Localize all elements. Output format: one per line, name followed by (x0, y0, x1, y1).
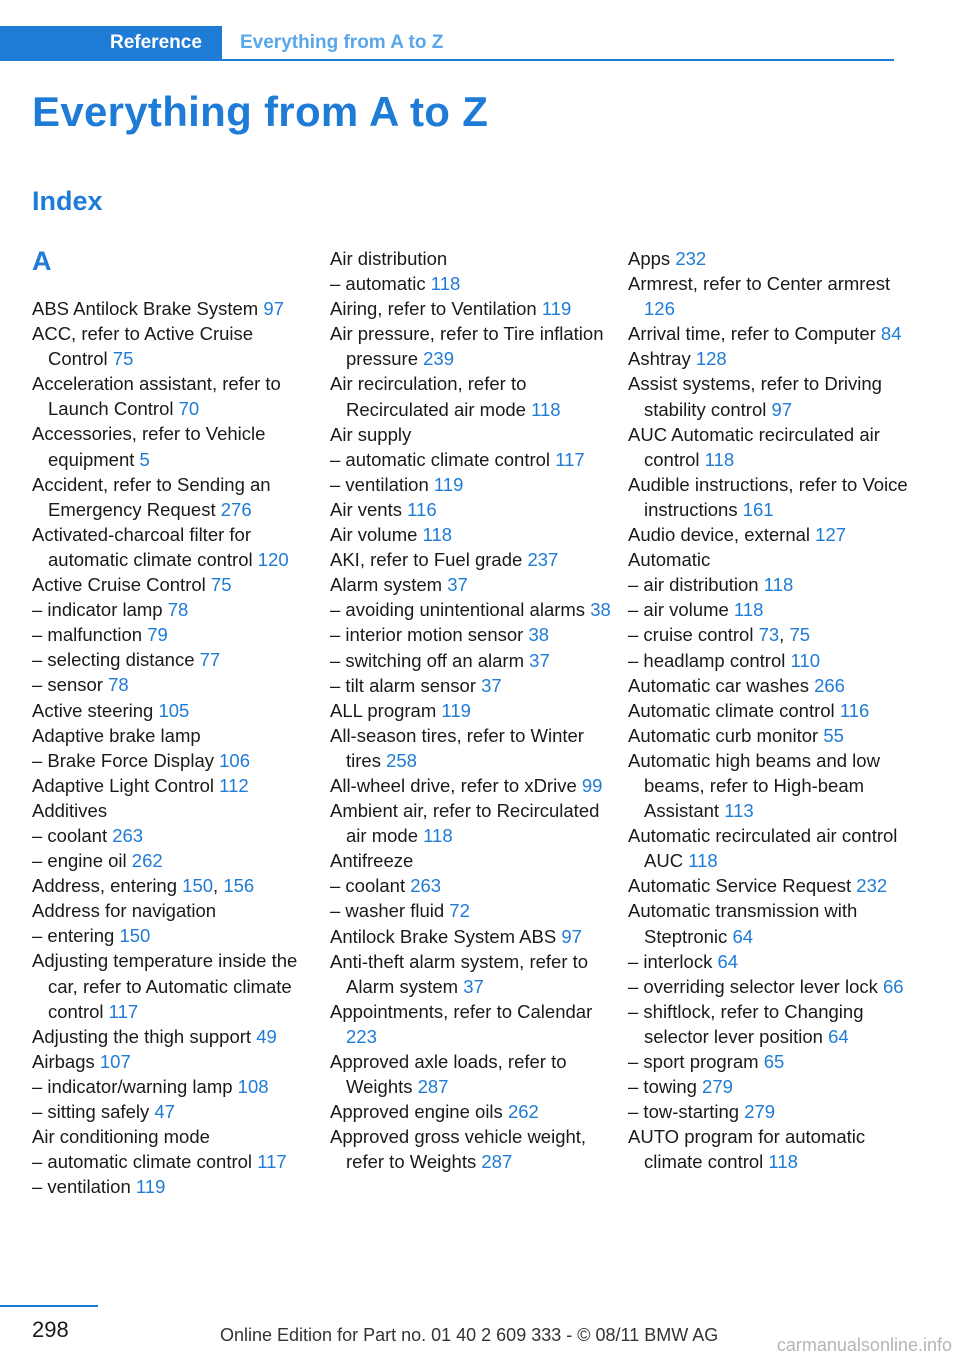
index-entry (628, 974, 910, 999)
index-entry-text: Automatic high beams and low beams, refer to High-beam Assistant (628, 749, 880, 822)
index-entry-text: – automatic climate control (330, 448, 551, 470)
index-entry-text: – headlamp control (628, 649, 786, 671)
index-entry (32, 1074, 314, 1099)
index-entry-text: Apps (628, 248, 671, 269)
page-link[interactable]: 118 (423, 825, 453, 847)
page-link[interactable]: 78 (108, 674, 129, 696)
page-link[interactable]: 107 (99, 1050, 131, 1072)
page-link[interactable]: 55 (823, 724, 844, 746)
index-entry-text: Assist systems, refer to Driving stability control (628, 373, 882, 420)
page-link[interactable]: 118 (763, 574, 794, 596)
index-entry (32, 296, 314, 321)
page-link[interactable]: 49 (256, 1025, 277, 1047)
index-entry (330, 447, 612, 472)
index-entry (32, 1049, 314, 1074)
index-entry (32, 622, 314, 647)
index-entry-text: AKI, refer to Fuel grade (330, 549, 523, 571)
index-entry-text: – air volume (628, 599, 729, 621)
index-entry-text: – indicator/warning lamp (32, 1075, 233, 1097)
index-entry-text: Air pressure, refer to Tire inflation pressure (330, 323, 604, 370)
page-link[interactable]: 232 (675, 248, 707, 269)
index-entry (32, 647, 314, 672)
index-entry (628, 371, 910, 421)
index-entry-text: – air distribution (628, 574, 759, 596)
page-link[interactable]: 75 (210, 574, 232, 596)
page-link[interactable]: 118 (733, 599, 764, 621)
page-title: Everything from A to Z (32, 88, 489, 135)
index-entry-text: AUC Automatic recirculated air control (628, 423, 880, 470)
page-link[interactable]: 120 (257, 548, 289, 570)
index-entry (330, 999, 612, 1049)
index-entry: – cruise control 73, 75 (628, 624, 811, 646)
index-letter-heading: A (32, 246, 52, 276)
index-entry (330, 497, 612, 522)
page-link[interactable]: 150 (119, 925, 151, 947)
index-entry (330, 622, 612, 647)
index-entry (628, 246, 910, 271)
index-entry-text: Active Cruise Control (32, 574, 206, 596)
page-link[interactable]: 118 (430, 273, 461, 295)
header-tab-label: Reference (110, 32, 202, 53)
index-entry-text: – indicator lamp (32, 599, 163, 621)
index-entry-text: – ventilation (330, 473, 429, 495)
page-link[interactable]: 263 (410, 875, 442, 897)
index-entry-text: AUTO program for automatic climate control (628, 1126, 866, 1173)
index-entry (330, 924, 612, 949)
page-link[interactable]: 105 (158, 699, 190, 721)
index-entry-text: Air vents (330, 498, 402, 520)
page-link[interactable]: 119 (541, 298, 572, 320)
index-entry-text: – malfunction (32, 624, 143, 646)
page-link[interactable]: 64 (828, 1025, 849, 1047)
index-entry-text: All-season tires, refer to Winter tires (330, 724, 584, 771)
index-entry (628, 698, 910, 723)
index-entry (628, 522, 910, 547)
page-link[interactable]: 126 (644, 298, 675, 320)
index-entry (628, 271, 910, 321)
page-link[interactable]: 239 (423, 348, 454, 370)
index-entry-text: Approved gross vehicle weight, refer to Weights (330, 1126, 587, 1173)
index-entry (330, 1049, 612, 1099)
page-link[interactable]: 117 (257, 1151, 287, 1173)
index-entry (330, 698, 612, 723)
index-entry (330, 296, 612, 321)
page-link[interactable]: 37 (463, 975, 484, 997)
page-link[interactable]: 118 (688, 850, 718, 872)
index-entry-text: Antilock Brake System ABS (330, 925, 557, 947)
index-entry (330, 1124, 612, 1174)
index-entry (330, 246, 612, 271)
index-entry-text: – entering (32, 925, 115, 947)
index-entry (32, 848, 314, 873)
index-entry-text: Adaptive brake lamp (32, 724, 201, 746)
page-link[interactable]: 287 (481, 1151, 513, 1173)
page-number: 298 (32, 1317, 69, 1342)
page-link[interactable]: 37 (529, 649, 550, 671)
index-entry (330, 949, 612, 999)
page-link[interactable]: 106 (219, 749, 250, 771)
page-link[interactable]: 116 (839, 699, 870, 721)
index-entry-text: Airbags (32, 1050, 95, 1072)
index-entry-text: ACC, refer to Active Cruise Control (32, 323, 254, 370)
index-entry: Address, entering 150, 156 (32, 875, 255, 897)
index-entry (628, 673, 910, 698)
index-entry-text: – automatic climate control (32, 1151, 253, 1173)
page-link[interactable]: 119 (135, 1176, 166, 1198)
index-entry (628, 597, 910, 622)
page-link[interactable]: 258 (386, 749, 417, 771)
index-entry (330, 773, 612, 798)
page-link[interactable]: 66 (883, 975, 904, 997)
index-column-3 (628, 246, 910, 1174)
index-entry (628, 547, 910, 572)
index-entry-text: – shiftlock, refer to Changing selector lever position (628, 1000, 864, 1047)
index-entry-text: – switching off an alarm (330, 649, 525, 671)
index-entry (330, 371, 612, 421)
index-entry (628, 1124, 910, 1174)
index-entry (32, 748, 314, 773)
index-entry (330, 522, 612, 547)
index-entry-text: Audio device, external (628, 524, 811, 546)
index-entry-text: ABS Antilock Brake System (32, 298, 259, 319)
page-link[interactable]: 97 (561, 925, 582, 947)
page-link[interactable]: 112 (219, 774, 249, 796)
index-entry-text: – Brake Force Display (32, 749, 214, 771)
index-entry (628, 321, 910, 346)
page-link[interactable]: 223 (346, 1025, 377, 1047)
index-entry (330, 271, 612, 296)
index-entry (32, 898, 314, 923)
index-entry-text: – ventilation (32, 1176, 131, 1198)
index-entry-text: – coolant (32, 824, 108, 846)
index-entry (330, 648, 612, 673)
watermark: carmanualsonline.info (776, 1335, 952, 1355)
index-entry-text: – interlock (628, 950, 713, 972)
page-link[interactable]: 113 (724, 800, 754, 822)
index-entry (32, 723, 314, 748)
index-entry-text: Additives (32, 799, 108, 821)
page-link[interactable]: 118 (768, 1151, 798, 1173)
index-entry (628, 748, 910, 823)
index-entry-text: Adjusting temperature inside the car, refer to Automatic climate control (32, 950, 298, 1022)
page-link[interactable]: 117 (108, 1000, 139, 1022)
header-tab (0, 26, 222, 61)
index-entry (628, 1049, 910, 1074)
index-entry-text: – automatic (330, 273, 426, 295)
page-link[interactable]: 118 (422, 524, 453, 546)
page-link[interactable]: 119 (433, 473, 464, 495)
index-entry-text: – cruise control (628, 624, 754, 646)
index-entry-text: Approved engine oils (330, 1101, 503, 1123)
page-link[interactable]: 38 (528, 624, 550, 646)
index-entry-text: Automatic car washes (628, 674, 809, 696)
index-entry-text: Activated-charcoal filter for automatic climate control (32, 523, 253, 570)
index-entry (628, 873, 910, 898)
page-link[interactable]: 117 (555, 448, 585, 470)
index-entry (32, 597, 314, 622)
index-entry (628, 1074, 910, 1099)
index-entry (628, 648, 910, 673)
index-entry (628, 823, 910, 873)
index-entry-text: Automatic (628, 549, 711, 571)
index-entry-text: Appointments, refer to Calendar (330, 1000, 593, 1022)
index-entry (32, 1024, 314, 1049)
index-entry (32, 948, 314, 1023)
index-entry-text: Audible instructions, refer to Voice instructions (628, 473, 908, 520)
index-entry-text: – tow-starting (628, 1101, 740, 1123)
page-link[interactable]: 97 (263, 298, 284, 319)
index-entry-text: Air volume (330, 524, 418, 546)
header-rule (222, 59, 894, 61)
page-link[interactable]: 75 (112, 348, 134, 370)
index-entry-text: – coolant (330, 875, 406, 897)
page-link[interactable]: 38 (590, 599, 611, 621)
index-entry (330, 547, 612, 572)
page-link[interactable]: 99 (581, 774, 603, 796)
index-entry-text: – towing (628, 1076, 697, 1098)
index-entry (628, 1099, 910, 1124)
index-entry-text: Ambient air, refer to Recirculated air mode (330, 800, 600, 847)
index-entry-text: Air supply (330, 423, 412, 445)
index-entry (32, 672, 314, 697)
index-entry-text: – sport program (628, 1051, 759, 1072)
index-entry-text: Antifreeze (330, 850, 414, 872)
index-entry (32, 923, 314, 948)
page-link[interactable]: 119 (441, 699, 471, 721)
index-entry-text: – overriding selector lever lock (628, 975, 878, 997)
index-entry-text: Air recirculation, refer to Recirculated air mode (330, 373, 527, 420)
index-entry (330, 723, 612, 773)
page-link[interactable]: 237 (527, 549, 559, 571)
index-entry-text: Airing, refer to Ventilation (330, 298, 537, 320)
index-entry-text: – interior motion sensor (330, 624, 524, 646)
index-entry-text: Air conditioning mode (32, 1126, 210, 1148)
index-entry (628, 949, 910, 974)
index-entry (628, 723, 910, 748)
index-entry (330, 873, 612, 898)
page-link[interactable]: 279 (744, 1101, 776, 1123)
page-link[interactable]: 161 (742, 498, 774, 520)
index-entry-text: Anti-theft alarm system, refer to Alarm system (330, 950, 589, 997)
index-entry (330, 597, 612, 622)
index-entry (330, 898, 612, 923)
index-entry (330, 673, 612, 698)
index-entry (628, 898, 910, 948)
index-entry-text: Address, entering (32, 875, 178, 897)
index-entry (330, 321, 612, 371)
header-section: Everything from A to Z (240, 32, 444, 53)
page-link[interactable]: 37 (481, 674, 502, 696)
page-link[interactable]: 263 (112, 824, 144, 846)
page-link[interactable]: 150 (182, 875, 214, 897)
page-link[interactable]: 97 (771, 398, 793, 420)
index-entry-text: Ashtray (628, 348, 691, 370)
index-entry-text: Automatic climate control (628, 699, 835, 721)
index-entry-text: – sitting safely (32, 1101, 150, 1122)
index-entry (32, 1174, 314, 1199)
page-link[interactable]: 84 (880, 323, 902, 345)
index-entry-text: Air distribution (330, 248, 448, 269)
index-entry-text: ALL program (330, 699, 437, 721)
edition-footer: Online Edition for Part no. 01 40 2 609 333 - © 08/11 BMW AG (220, 1325, 719, 1345)
index-entry (628, 422, 910, 472)
page-link[interactable]: 262 (131, 850, 163, 872)
index-entry (32, 773, 314, 798)
index-entry-text: Automatic transmission with Steptronic (628, 900, 858, 947)
index-entry (330, 422, 612, 447)
page-link[interactable]: 276 (220, 498, 252, 520)
index-entry (32, 1124, 314, 1149)
page-link[interactable]: 75 (789, 624, 811, 646)
page-link[interactable]: 262 (507, 1101, 539, 1123)
index-entry (330, 798, 612, 848)
index-entry (628, 346, 910, 371)
index-entry (330, 472, 612, 497)
index-entry (330, 848, 612, 873)
index-entry (32, 798, 314, 823)
page-link[interactable]: 266 (814, 674, 845, 696)
index-entry-text: Acceleration assistant, refer to Launch Control (32, 373, 281, 420)
page-link[interactable]: 127 (815, 524, 847, 546)
index-entry-text: – engine oil (32, 850, 127, 872)
page-link[interactable]: 47 (154, 1101, 175, 1122)
index-entry (32, 522, 314, 572)
page-link[interactable]: 279 (702, 1076, 733, 1098)
index-entry-text: Adjusting the thigh support (32, 1025, 252, 1047)
page-link[interactable]: 287 (417, 1076, 449, 1098)
index-entry (628, 572, 910, 597)
index-entry (330, 1099, 612, 1124)
index-column-1 (32, 246, 314, 1199)
page-link[interactable]: 110 (790, 649, 820, 671)
page-link[interactable]: 72 (449, 900, 470, 922)
page-link[interactable]: 128 (695, 348, 727, 370)
index-entry-text: Automatic curb monitor (628, 724, 819, 746)
index-entry-text: Active steering (32, 699, 154, 721)
page-link[interactable]: 73 (758, 624, 780, 646)
page-link[interactable]: 116 (407, 498, 437, 520)
index-entry (32, 823, 314, 848)
index-entry (32, 472, 314, 522)
index-entry-text: Accident, refer to Sending an Emergency Request (32, 473, 271, 520)
page-link[interactable]: 64 (732, 925, 754, 947)
page-subtitle: Index (32, 186, 103, 216)
index-column-2 (330, 246, 612, 1174)
index-entry-text: Accessories, refer to Vehicle equipment (32, 423, 266, 470)
page-link[interactable]: 118 (531, 398, 561, 420)
index-entry-text: Address for navigation (32, 900, 217, 922)
page-link[interactable]: 108 (237, 1075, 269, 1097)
index-entry-text: – avoiding unintentional alarms (330, 599, 586, 621)
page-link[interactable]: 232 (856, 875, 888, 897)
page-link[interactable]: 78 (167, 599, 189, 621)
page-link[interactable]: 5 (139, 448, 150, 470)
index-entry (330, 572, 612, 597)
index-entry-text: Automatic Service Request (628, 875, 852, 897)
index-entry (32, 421, 314, 471)
page-link[interactable]: 77 (199, 649, 221, 671)
index-entry-text: – washer fluid (330, 900, 445, 922)
index-entry (32, 1149, 314, 1174)
index-entry-text: – selecting distance (32, 649, 195, 671)
index-entry (628, 999, 910, 1049)
index-entry-text: Alarm system (330, 574, 443, 596)
index-entry (628, 472, 910, 522)
index-entry-text: Approved axle loads, refer to Weights (330, 1051, 567, 1098)
footer-rule (0, 1305, 98, 1307)
page-link[interactable]: 79 (147, 624, 168, 646)
index-entry (32, 572, 314, 597)
index-entry-text: Arrival time, refer to Computer (628, 323, 876, 345)
index-entry (32, 321, 314, 371)
index-entry-text: All-wheel drive, refer to xDrive (330, 774, 577, 796)
index-entry-text: Adaptive Light Control (32, 774, 215, 796)
index-entry-text: – sensor (32, 674, 103, 696)
page-link[interactable]: 65 (763, 1051, 785, 1072)
index-entry-text: – tilt alarm sensor (330, 674, 476, 696)
page-link[interactable]: 70 (178, 398, 200, 420)
index-entry (32, 1099, 314, 1124)
index-entry (32, 371, 314, 421)
page-link[interactable]: 64 (717, 950, 739, 972)
page-link[interactable]: 37 (447, 574, 468, 596)
index-entry (32, 698, 314, 723)
page-link[interactable]: 156 (223, 875, 255, 897)
page-link[interactable]: 118 (704, 448, 735, 470)
index-entry-text: Armrest, refer to Center armrest (628, 273, 891, 295)
index-entry-text: Automatic recirculated air control AUC (628, 825, 898, 872)
